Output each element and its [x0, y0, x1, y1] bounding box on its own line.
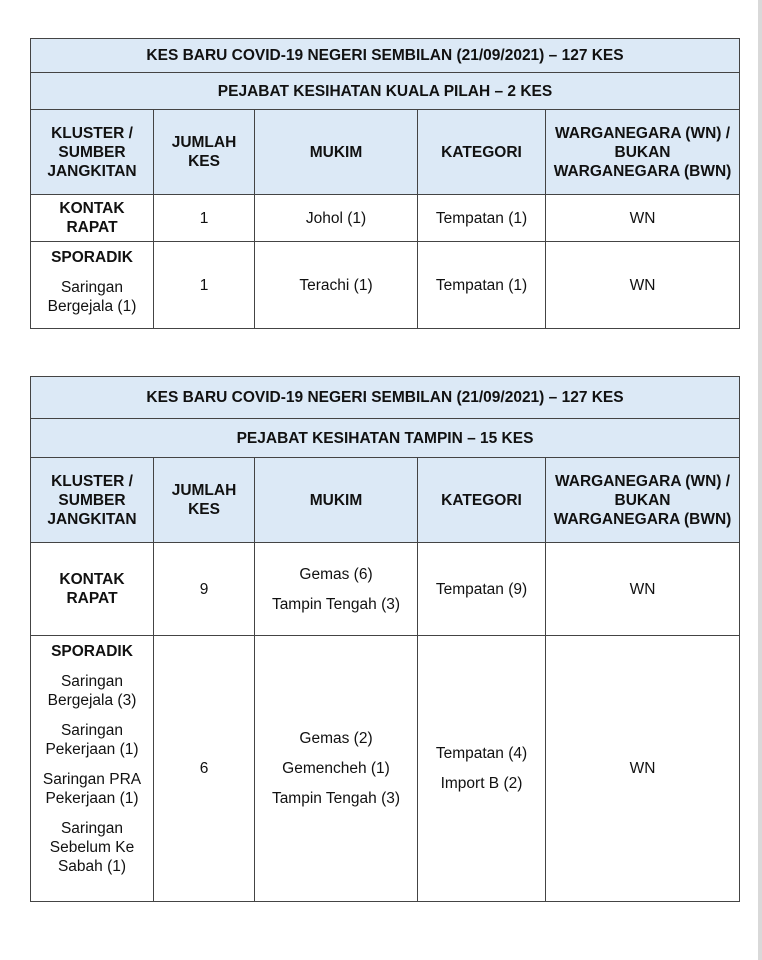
cell-kategori: Tempatan (9) [418, 543, 546, 636]
table-kuala-pilah [30, 38, 740, 329]
table-title: KES BARU COVID-19 NEGERI SEMBILAN (21/09/2021) – 127 KES [31, 377, 740, 419]
table-row [31, 543, 740, 636]
scrollbar[interactable] [758, 0, 762, 960]
mukim-item: Tampin Tengah (3) [271, 790, 401, 807]
cell-mukim: Johol (1) [255, 195, 418, 242]
mukim-item: Gemas (6) [299, 565, 373, 583]
table-row [31, 636, 740, 902]
cell-wn: WN [546, 543, 740, 636]
kategori-item: Tempatan (4) [435, 745, 528, 762]
table-subtitle: PEJABAT KESIHATAN KUALA PILAH – 2 KES [31, 73, 740, 110]
col-header-jumlah: JUMLAH KES [154, 110, 255, 195]
col-header-kategori: KATEGORI [418, 458, 546, 543]
sub-item: Saringan Pekerjaan (1) [45, 722, 139, 758]
kluster-label: SPORADIK [51, 249, 133, 266]
table-title: KES BARU COVID-19 NEGERI SEMBILAN (21/09/2021) – 127 KES [31, 39, 740, 73]
mukim-item: Gemencheh (1) [282, 760, 390, 777]
cell-jumlah: 1 [154, 242, 255, 329]
cell-kluster [31, 242, 154, 329]
cell-wn: WN [546, 636, 740, 902]
cell-mukim: Terachi (1) [255, 242, 418, 329]
cell-kluster: KONTAK RAPAT [31, 195, 154, 242]
cell-mukim [255, 543, 418, 636]
kategori-item: Import B (2) [440, 775, 523, 792]
table-row [31, 242, 740, 329]
cell-mukim [255, 636, 418, 902]
col-header-kategori: KATEGORI [418, 110, 546, 195]
col-header-kluster: KLUSTER / SUMBER JANGKITAN [31, 110, 154, 195]
cell-jumlah: 1 [154, 195, 255, 242]
table-subtitle: PEJABAT KESIHATAN TAMPIN – 15 KES [31, 419, 740, 458]
sub-item: Saringan Bergejala (3) [47, 673, 137, 709]
cell-kluster [31, 636, 154, 902]
mukim-item: Tampin Tengah (3) [271, 595, 401, 613]
table-tampin [30, 376, 740, 902]
cell-jumlah: 9 [154, 543, 255, 636]
col-header-mukim: MUKIM [255, 458, 418, 543]
mukim-item: Gemas (2) [299, 730, 373, 747]
cell-kluster: KONTAK RAPAT [31, 543, 154, 636]
kluster-label: SPORADIK [51, 643, 133, 660]
col-header-jumlah: JUMLAH KES [154, 458, 255, 543]
cell-jumlah: 6 [154, 636, 255, 902]
cell-kategori [418, 636, 546, 902]
sub-item: Saringan Bergejala (1) [47, 279, 137, 315]
col-header-mukim: MUKIM [255, 110, 418, 195]
cell-wn: WN [546, 195, 740, 242]
col-header-kluster: KLUSTER / SUMBER JANGKITAN [31, 458, 154, 543]
cell-kategori: Tempatan (1) [418, 242, 546, 329]
table-row [31, 195, 740, 242]
cell-kategori: Tempatan (1) [418, 195, 546, 242]
col-header-wn: WARGANEGARA (WN) / BUKAN WARGANEGARA (BWN) [546, 110, 740, 195]
sub-item: Saringan Sebelum Ke Sabah (1) [49, 820, 135, 875]
col-header-wn: WARGANEGARA (WN) / BUKAN WARGANEGARA (BWN) [546, 458, 740, 543]
cell-wn: WN [546, 242, 740, 329]
sub-item: Saringan PRA Pekerjaan (1) [42, 771, 142, 807]
